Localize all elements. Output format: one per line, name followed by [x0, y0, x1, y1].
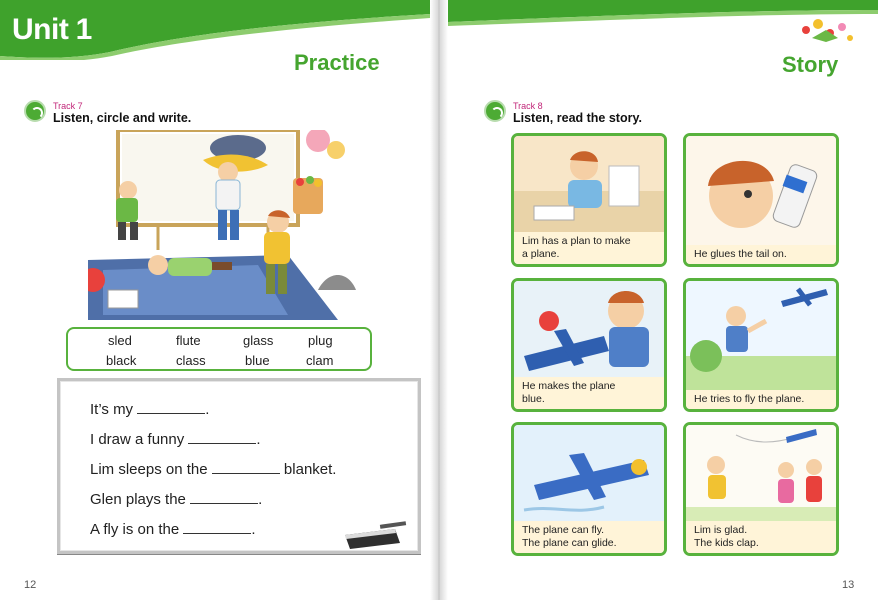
- practice-instruction: Listen, circle and write.: [53, 111, 192, 125]
- word-bank-item[interactable]: plug: [308, 333, 333, 348]
- blank-field[interactable]: [188, 431, 256, 444]
- eraser-icon: [340, 521, 410, 551]
- sentence-1: It’s my .: [90, 401, 210, 418]
- panel-caption: He tries to fly the plane.: [686, 390, 836, 409]
- story-panel-2: [683, 133, 839, 267]
- word-bank-item[interactable]: black: [106, 353, 137, 368]
- track-label: Track 8: [513, 101, 543, 111]
- sentence-2: I draw a funny .: [90, 431, 261, 448]
- blank-field[interactable]: [190, 491, 258, 504]
- word-bank: [66, 327, 372, 371]
- sentence-5: A fly is on the .: [90, 521, 256, 538]
- audio-track-icon[interactable]: [484, 100, 506, 122]
- blank-field[interactable]: [212, 461, 280, 474]
- blank-field[interactable]: [137, 401, 205, 414]
- story-panel-4: [683, 278, 839, 412]
- word-bank-item[interactable]: flute: [176, 333, 201, 348]
- story-panel-6: [683, 422, 839, 556]
- word-bank-item[interactable]: sled: [108, 333, 132, 348]
- sentence-3: Lim sleeps on the blanket.: [90, 461, 337, 478]
- classroom-illustration: [88, 130, 358, 320]
- whiteboard: [57, 378, 421, 554]
- page-number-right: 13: [842, 579, 855, 591]
- practice-title: Practice: [294, 50, 380, 75]
- panel-caption: The plane can fly. The plane can glide.: [514, 521, 664, 553]
- book-gutter: [430, 0, 448, 600]
- panel-caption: He makes the plane blue.: [514, 377, 664, 409]
- story-panel-1: [511, 133, 667, 267]
- audio-track-icon[interactable]: [24, 100, 46, 122]
- track-label: Track 7: [53, 101, 83, 111]
- story-instruction: Listen, read the story.: [513, 111, 642, 125]
- panel-caption: He glues the tail on.: [686, 245, 836, 264]
- flower-decoration-icon: [802, 19, 853, 42]
- word-bank-item[interactable]: class: [176, 353, 206, 368]
- story-panel-5: [511, 422, 667, 556]
- word-bank-item[interactable]: glass: [243, 333, 274, 348]
- story-title: Story: [782, 52, 839, 77]
- panel-caption: Lim has a plan to make a plane.: [514, 232, 664, 264]
- blank-field[interactable]: [183, 521, 251, 534]
- page-number-left: 12: [24, 579, 37, 591]
- word-bank-item[interactable]: clam: [306, 353, 334, 368]
- sentence-4: Glen plays the .: [90, 491, 263, 508]
- unit-title: Unit 1: [12, 13, 92, 46]
- panel-caption: Lim is glad. The kids clap.: [686, 521, 836, 553]
- word-bank-item[interactable]: blue: [245, 353, 270, 368]
- header-band: [0, 0, 878, 60]
- story-panel-3: [511, 278, 667, 412]
